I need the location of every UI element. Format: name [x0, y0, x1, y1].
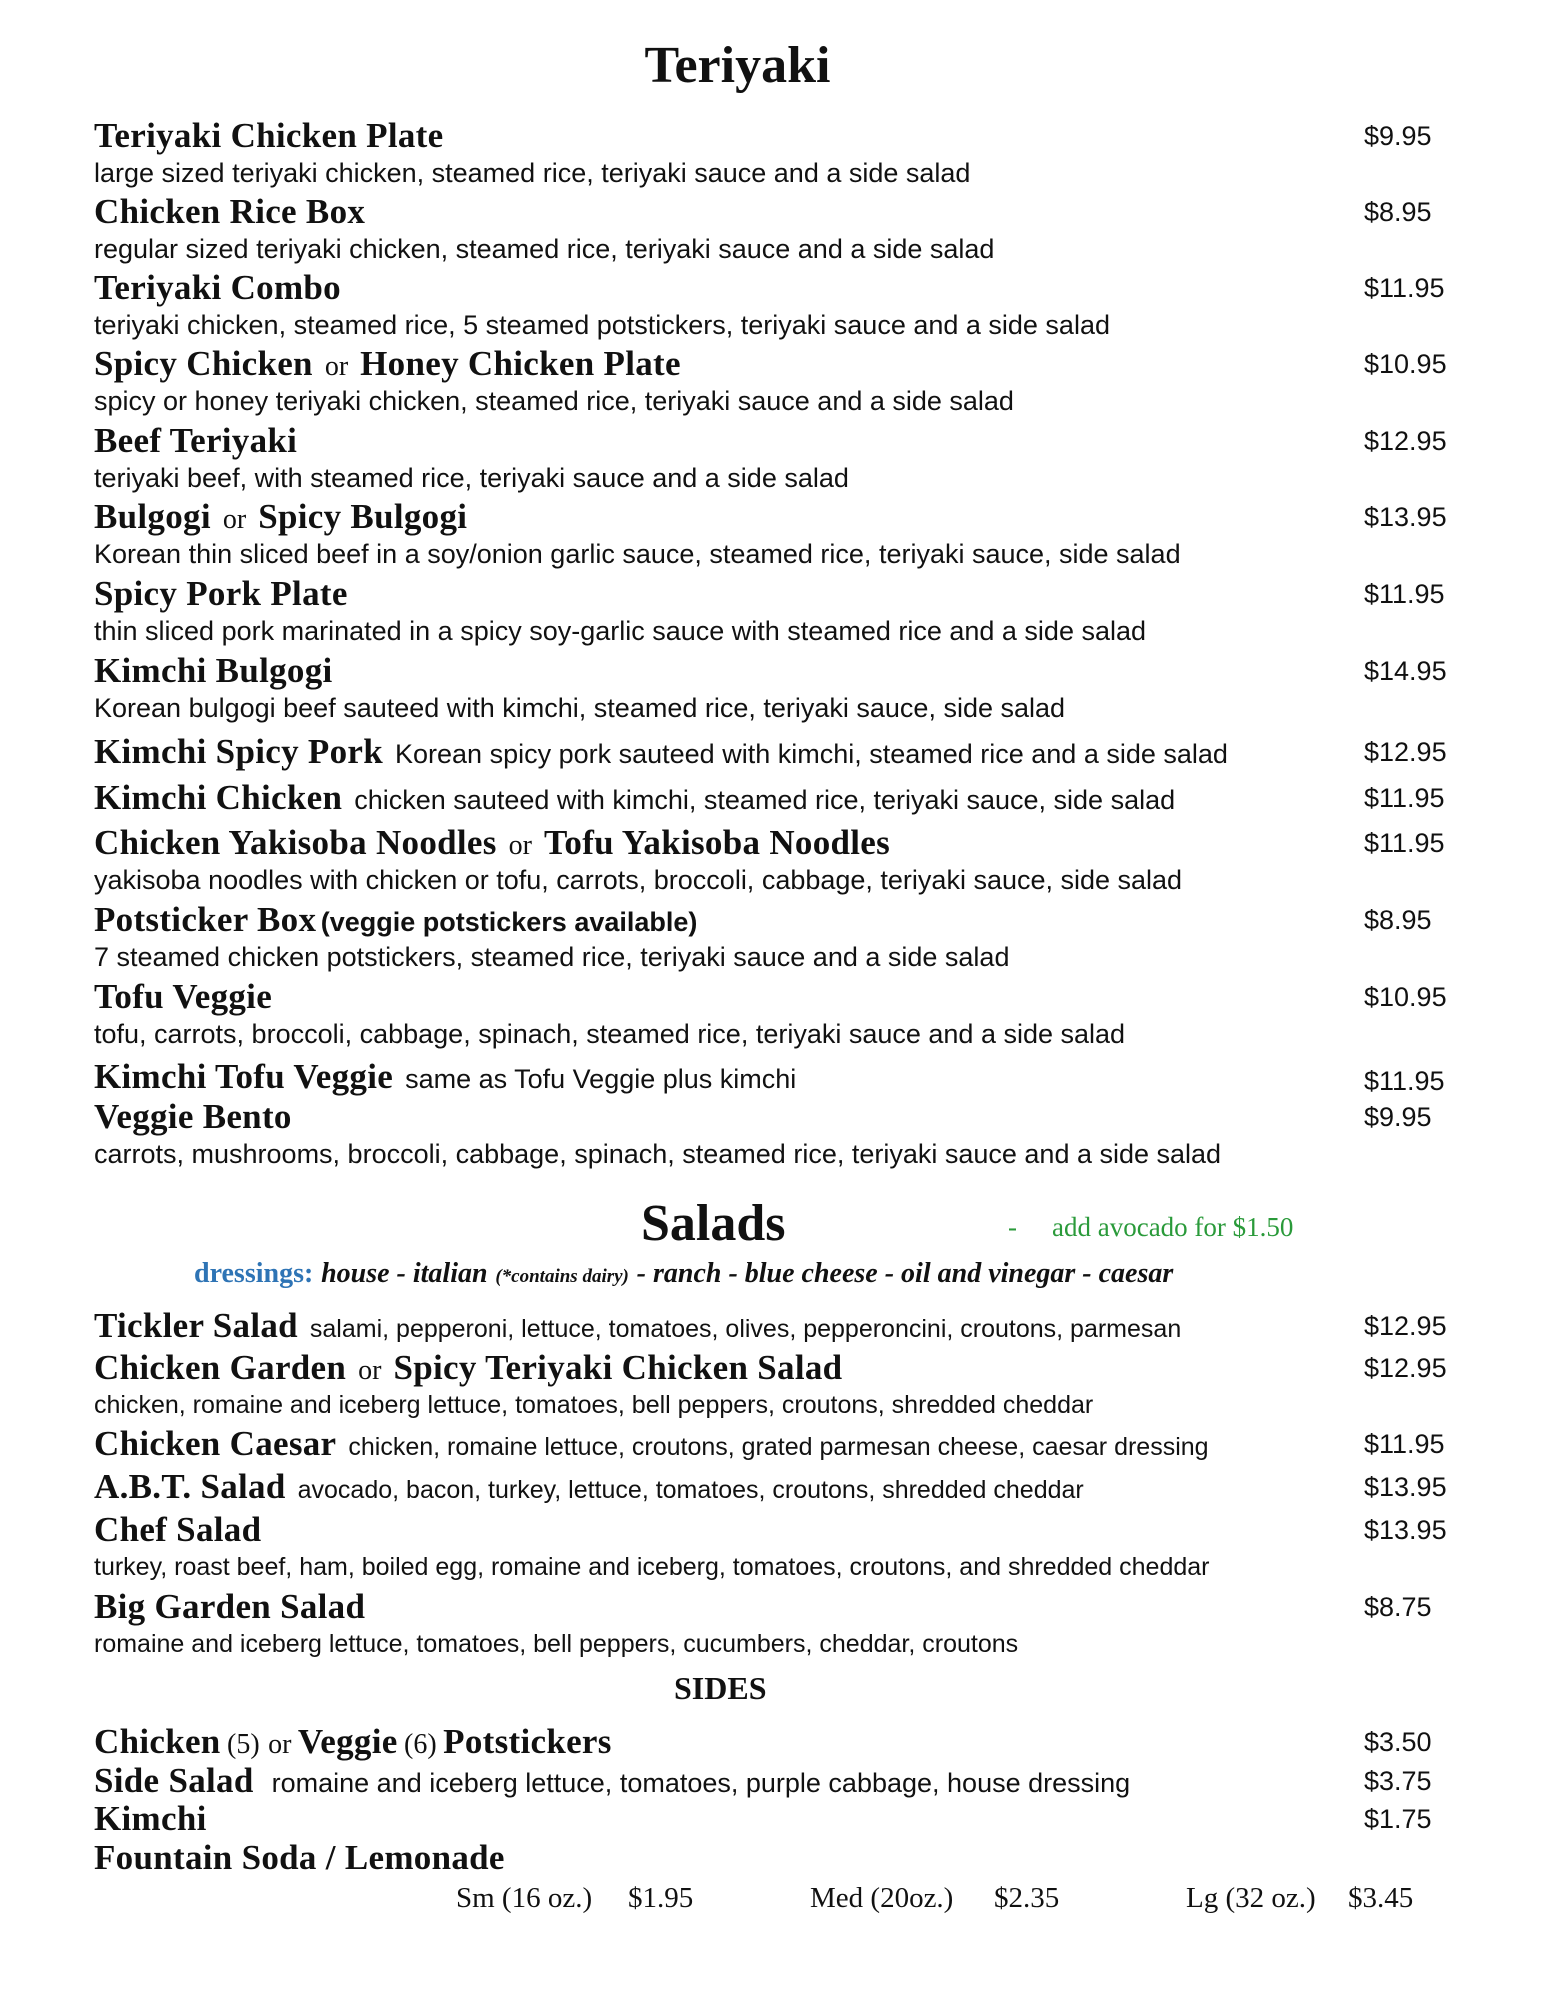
item-description: chicken sauteed with kimchi, steamed rice, teriyaki sauce, side salad	[354, 785, 1176, 815]
item-description: chicken, romaine and iceberg lettuce, tomatoes, bell peppers, croutons, shredded cheddar	[94, 1391, 1094, 1419]
item-name: Chicken Caesar	[94, 1424, 337, 1463]
item-description: teriyaki chicken, steamed rice, 5 steamed potstickers, teriyaki sauce and a side salad	[94, 310, 1110, 340]
item-name-a: Chicken Yakisoba Noodles	[94, 823, 497, 862]
item-price: $3.50	[1364, 1727, 1432, 1757]
menu-item	[94, 900, 1454, 974]
dressings-label: dressings:	[194, 1258, 314, 1289]
item-price: $10.95	[1364, 982, 1447, 1012]
item-name-a: Chicken Garden	[94, 1348, 347, 1387]
item-description: thin sliced pork marinated in a spicy soy-garlic sauce with steamed rice and a side salad	[94, 616, 1147, 646]
menu-item	[94, 732, 1454, 772]
item-name: A.B.T. Salad	[94, 1467, 286, 1506]
item-description: 7 steamed chicken potstickers, steamed rice, teriyaki sauce and a side salad	[94, 942, 1010, 972]
item-description: carrots, mushrooms, broccoli, cabbage, spinach, steamed rice, teriyaki sauce and a side salad	[94, 1139, 1222, 1169]
menu-item	[94, 1348, 1454, 1422]
menu-item	[94, 1838, 1454, 1878]
menu-item	[94, 651, 1454, 725]
or-text: or	[222, 504, 247, 535]
item-name-a: Bulgogi	[94, 497, 211, 536]
or-text: or	[324, 351, 349, 382]
soda-size-price: $2.35	[994, 1882, 1060, 1914]
dressings-line	[194, 1257, 1173, 1290]
menu-item	[94, 1587, 1454, 1661]
item-price: $10.95	[1364, 349, 1447, 379]
item-description: large sized teriyaki chicken, steamed rice, teriyaki sauce and a side salad	[94, 158, 971, 188]
item-description: yakisoba noodles with chicken or tofu, carrots, broccoli, cabbage, teriyaki sauce, side salad	[94, 865, 1183, 895]
menu-item	[94, 1424, 1454, 1464]
menu-item	[94, 823, 1454, 897]
item-name-a: Spicy Chicken	[94, 344, 313, 383]
item-price: $11.95	[1364, 579, 1445, 609]
salads-heading: Salads	[641, 1195, 786, 1252]
avocado-dash: -	[1008, 1212, 1017, 1242]
item-name: Teriyaki Chicken Plate	[94, 116, 444, 155]
item-name-b: Veggie	[297, 1722, 398, 1761]
item-description: romaine and iceberg lettuce, tomatoes, purple cabbage, house dressing	[271, 1768, 1131, 1798]
item-description: tofu, carrots, broccoli, cabbage, spinach, steamed rice, teriyaki sauce and a side salad	[94, 1019, 1126, 1049]
item-price: $14.95	[1364, 656, 1447, 686]
soda-size-label: Med (20oz.)	[810, 1882, 954, 1914]
item-name: Big Garden Salad	[94, 1587, 366, 1626]
soda-size-label: Lg (32 oz.)	[1186, 1882, 1316, 1914]
item-description: chicken, romaine lettuce, croutons, grated parmesan cheese, caesar dressing	[348, 1433, 1209, 1461]
item-price: $3.75	[1364, 1766, 1432, 1796]
menu-item	[94, 1722, 1454, 1762]
item-description: romaine and iceberg lettuce, tomatoes, bell peppers, cucumbers, cheddar, croutons	[94, 1630, 1019, 1658]
count-a: (5)	[227, 1729, 260, 1760]
item-name: Veggie Bento	[94, 1097, 292, 1136]
item-description: Korean thin sliced beef in a soy/onion garlic sauce, steamed rice, teriyaki sauce, side salad	[94, 539, 1181, 569]
item-price: $8.75	[1364, 1592, 1432, 1622]
count-b: (6)	[404, 1729, 437, 1760]
menu-item	[94, 1057, 1454, 1097]
or-text: or	[508, 830, 532, 861]
item-name: Chef Salad	[94, 1510, 262, 1549]
item-price: $11.95	[1364, 828, 1445, 858]
item-price: $1.75	[1364, 1804, 1432, 1834]
item-name-b: Spicy Bulgogi	[258, 497, 468, 536]
item-description: spicy or honey teriyaki chicken, steamed rice, teriyaki sauce and a side salad	[94, 386, 1014, 416]
item-name-b: Honey Chicken Plate	[360, 344, 681, 383]
menu-item	[94, 977, 1454, 1051]
soda-size-price: $1.95	[628, 1882, 694, 1914]
dressings-list-a: house - italian	[321, 1258, 488, 1289]
item-name: Kimchi Chicken	[94, 778, 343, 817]
item-price: $11.95	[1364, 1066, 1445, 1096]
menu-item	[94, 421, 1454, 495]
item-name: Potsticker Box	[94, 900, 317, 939]
item-name: Tofu Veggie	[94, 977, 273, 1016]
item-price: $12.95	[1364, 426, 1447, 456]
item-name: Spicy Pork Plate	[94, 574, 348, 613]
item-price: $9.95	[1364, 121, 1432, 151]
menu-item	[94, 268, 1454, 342]
menu-item	[94, 497, 1454, 571]
item-description: Korean spicy pork sauteed with kimchi, steamed rice and a side salad	[395, 739, 1228, 769]
item-price: $13.95	[1364, 502, 1447, 532]
menu-item	[94, 192, 1454, 266]
dressings-dairy-note: (*contains dairy)	[495, 1266, 629, 1287]
sides-heading: SIDES	[674, 1670, 767, 1706]
menu-item	[94, 1510, 1454, 1584]
item-name: Kimchi Bulgogi	[94, 651, 333, 690]
item-name: Kimchi	[94, 1799, 207, 1838]
soda-size-price: $3.45	[1348, 1882, 1414, 1914]
item-name: Kimchi Tofu Veggie	[94, 1057, 394, 1096]
item-price: $12.95	[1364, 1353, 1447, 1383]
item-name: Teriyaki Combo	[94, 268, 341, 307]
item-name: Fountain Soda / Lemonade	[94, 1838, 505, 1877]
item-name: Tickler Salad	[94, 1306, 298, 1345]
item-description: turkey, roast beef, ham, boiled egg, romaine and iceberg, tomatoes, croutons, and shredded cheddar	[94, 1553, 1210, 1581]
item-name-c: Potstickers	[443, 1722, 612, 1761]
item-description: avocado, bacon, turkey, lettuce, tomatoes, croutons, shredded cheddar	[297, 1476, 1084, 1504]
menu-item	[94, 574, 1454, 648]
item-name-b: Spicy Teriyaki Chicken Salad	[393, 1348, 843, 1387]
avocado-note: add avocado for $1.50	[1052, 1212, 1294, 1242]
item-description: regular sized teriyaki chicken, steamed rice, teriyaki sauce and a side salad	[94, 234, 995, 264]
item-price: $13.95	[1364, 1472, 1447, 1502]
item-price: $8.95	[1364, 197, 1432, 227]
dressings-list-b: - ranch - blue cheese - oil and vinegar - caesar	[636, 1258, 1174, 1289]
item-name: Beef Teriyaki	[94, 421, 298, 460]
item-description: salami, pepperoni, lettuce, tomatoes, olives, pepperoncini, croutons, parmesan	[309, 1315, 1182, 1343]
item-price: $12.95	[1364, 737, 1447, 767]
menu-item	[94, 344, 1454, 418]
menu-item	[94, 1097, 1454, 1171]
menu-item	[94, 1761, 1454, 1801]
menu-item	[94, 1799, 1454, 1839]
menu-item	[94, 778, 1454, 818]
item-price: $11.95	[1364, 1429, 1445, 1459]
item-price: $11.95	[1364, 783, 1445, 813]
item-name-a: Chicken	[94, 1722, 221, 1761]
or-text: or	[268, 1729, 292, 1760]
menu-item	[94, 116, 1454, 190]
menu-item	[94, 1467, 1454, 1507]
item-name: Side Salad	[94, 1761, 254, 1800]
item-price: $8.95	[1364, 905, 1432, 935]
item-note: (veggie potstickers available)	[320, 907, 698, 937]
item-name: Chicken Rice Box	[94, 192, 366, 231]
item-name: Kimchi Spicy Pork	[94, 732, 383, 771]
or-text: or	[358, 1355, 382, 1386]
item-description: same as Tofu Veggie plus kimchi	[405, 1064, 797, 1094]
item-price: $12.95	[1364, 1311, 1447, 1341]
item-price: $11.95	[1364, 273, 1445, 303]
item-price: $13.95	[1364, 1515, 1447, 1545]
item-description: teriyaki beef, with steamed rice, teriyaki sauce and a side salad	[94, 463, 849, 493]
item-name-b: Tofu Yakisoba Noodles	[544, 823, 891, 862]
item-price: $9.95	[1364, 1102, 1432, 1132]
teriyaki-heading: Teriyaki	[644, 37, 831, 94]
soda-size-label: Sm (16 oz.)	[456, 1882, 593, 1914]
item-description: Korean bulgogi beef sauteed with kimchi, steamed rice, teriyaki sauce, side salad	[94, 693, 1066, 723]
menu-item	[94, 1306, 1454, 1346]
